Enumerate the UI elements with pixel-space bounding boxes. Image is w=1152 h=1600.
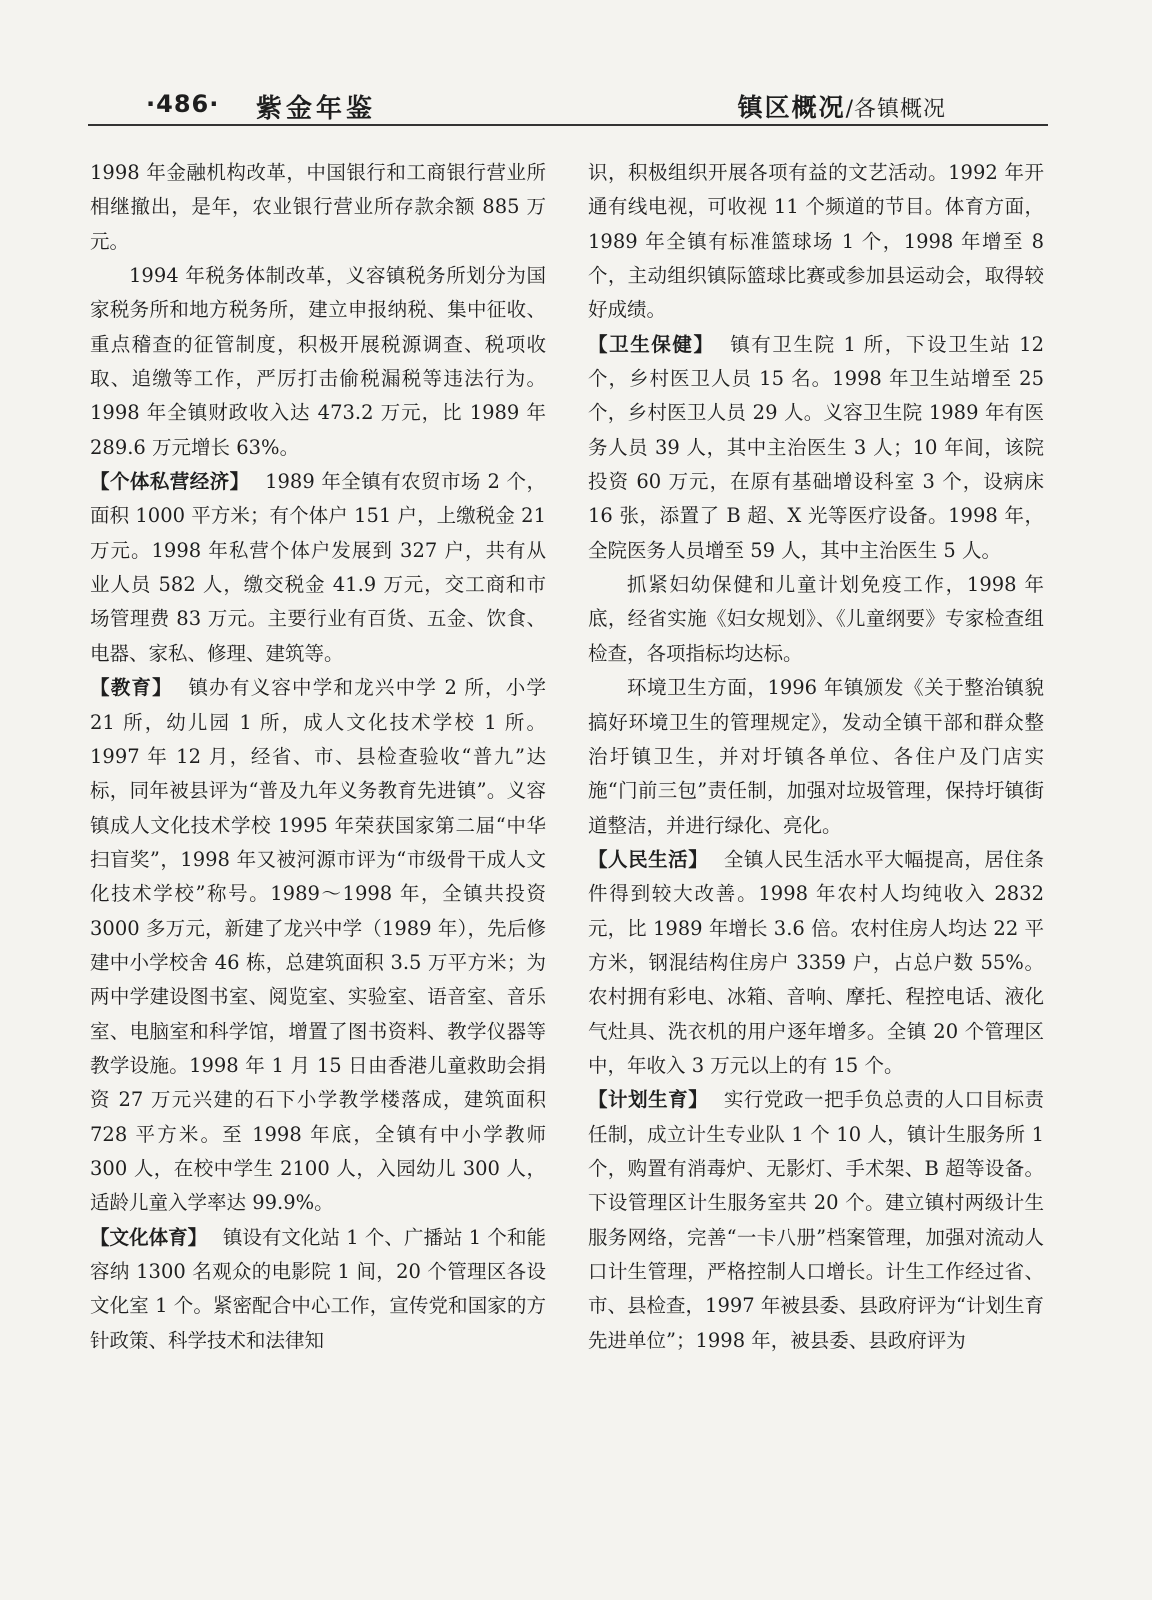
entry-heading: 【计划生育】 bbox=[588, 1088, 709, 1112]
entry-text: 实行党政一把手负总责的人口目标责任制，成立计生专业队 1 个 10 人，镇计生服务所 1 个，购置有消毒炉、无影灯、手术架、B 超等设备。下设管理区计生服务室共 20 个。建立镇村两级计生服务网络，完善“一卡八册”档案管理，加强对流动人口计生管理，严格控制人口增长。计生工作经过省、市、县检查，1997 年被县委、县政府评为“计划生育先进单位”；1998 年，被县委、县政府评为 bbox=[588, 1088, 1044, 1352]
entry-heading: 【教育】 bbox=[90, 676, 173, 700]
entry-education bbox=[90, 671, 546, 1221]
entry-heading: 【人民生活】 bbox=[588, 847, 709, 871]
paragraph-tax: 1994 年税务体制改革，义容镇税务所划分为国家税务所和地方税务所，建立申报纳税、集中征收、重点稽查的征管制度，积极开展税源调查、税项收取、追缴等工作，严厉打击偷税漏税等违法行为。1998 年全镇财政收入达 473.2 万元，比 1989 年 289.6 万元增长 63%。 bbox=[90, 264, 546, 459]
book-title: 紫金年鉴 bbox=[256, 94, 377, 124]
paragraph-finance: 1998 年金融机构改革，中国银行和工商银行营业所相继撤出，是年，农业银行营业所存款余额 885 万元。 bbox=[90, 161, 546, 253]
entry-heading: 【个体私营经济】 bbox=[90, 470, 250, 494]
right-column bbox=[588, 156, 1044, 1358]
entry-livelihood bbox=[588, 843, 1044, 1083]
page-number: ·486· bbox=[146, 90, 220, 118]
entry-heading: 【文化体育】 bbox=[90, 1225, 208, 1249]
left-column bbox=[90, 156, 546, 1358]
entry-text: 镇办有义容中学和龙兴中学 2 所，小学 21 所，幼儿园 1 所，成人文化技术学校 1 所。1997 年 12 月，经省、市、县检查验收“普九”达标，同年被县评为“普及九年义务教育先进镇”。义容镇成人文化技术学校 1995 年荣获国家第二届“中华扫盲奖”，1998 年又被河源市评为“市级骨干成人文化技术学校”称号。1989～1998 年，全镇共投资 3000 多万元，新建了龙兴中学（1989 年），先后修建中小学校舍 46 栋，总建筑面积 3.5 万平方米；为两中学建设图书室、阅览室、实验室、语音室、音乐室、电脑室和科学馆，增置了图书资料、教学仪器等教学设施。1998 年 1 月 15 日由香港儿童救助会捐资 27 万元兴建的石下小学教学楼落成，建筑面积 728 平方米。至 1998 年底，全镇有中小学教师 300 人，在校中学生 2100 人，入园幼儿 300 人，适龄儿童入学率达 99.9%。 bbox=[90, 676, 546, 1215]
entry-family-planning bbox=[588, 1083, 1044, 1358]
section-title bbox=[738, 88, 946, 124]
paragraph-maternal-child: 抓紧妇幼保健和儿童计划免疫工作，1998 年底，经省实施《妇女规划》、《儿童纲要》专家检查组检查，各项指标均达标。 bbox=[588, 573, 1044, 665]
paragraph-environment: 环境卫生方面，1996 年镇颁发《关于整治镇貌搞好环境卫生的管理规定》，发动全镇干部和群众整治圩镇卫生，并对圩镇各单位、各住户及门店实施“门前三包”责任制，加强对垃圾管理，保持圩镇街道整洁，并进行绿化、亮化。 bbox=[588, 676, 1044, 837]
entry-text: 镇设有文化站 1 个、广播站 1 个和能容纳 1300 名观众的电影院 1 间，20 个管理区各设文化室 1 个。紧密配合中心工作，宣传党和国家的方针政策、科学技术和法律知 bbox=[90, 1225, 546, 1352]
page-header bbox=[88, 84, 1048, 128]
entry-text: 全镇人民生活水平大幅提高，居住条件得到较大改善。1998 年农村人均纯收入 2832 元，比 1989 年增长 3.6 倍。农村住房人均达 22 平方米，钢混结构住房户 3359 户，占总户数 55%。农村拥有彩电、冰箱、音响、摩托、程控电话、液化气灶具、洗衣机的用户逐年增多。全镇 20 个管理区中，年收入 3 万元以上的有 15 个。 bbox=[588, 847, 1044, 1077]
paragraph-culture-continued: 识，积极组织开展各项有益的文艺活动。1992 年开通有线电视，可收视 11 个频道的节目。体育方面，1989 年全镇有标准篮球场 1 个，1998 年增至 8 个，主动组织镇际篮球比赛或参加县运动会，取得较好成绩。 bbox=[588, 161, 1044, 322]
entry-text: 1989 年全镇有农贸市场 2 个，面积 1000 平方米；有个体户 151 户，上缴税金 21 万元。1998 年私营个体户发展到 327 户，共有从业人员 582 人，缴交税金 41.9 万元，交工商和市场管理费 83 万元。主要行业有百货、五金、饮食、电器、家私、修理、建筑等。 bbox=[90, 470, 546, 665]
entry-culture-sports bbox=[90, 1221, 546, 1358]
header-rule bbox=[88, 124, 1048, 126]
entry-private-economy bbox=[90, 465, 546, 671]
entry-heading: 【卫生保健】 bbox=[588, 332, 715, 356]
section-main-label: 镇区概况 bbox=[737, 93, 846, 122]
entry-text: 镇有卫生院 1 所，下设卫生站 12 个，乡村医卫人员 15 名。1998 年卫生站增至 25 个，乡村医卫人员 29 人。义容卫生院 1989 年有医务人员 39 人，其中主治医生 3 人；10 年间，该院投资 60 万元，在原有基础增设科室 3 个，设病床 16 张，添置了 B 超、X 光等医疗设备。1998 年，全院医务人员增至 59 人，其中主治医生 5 人。 bbox=[588, 332, 1044, 562]
entry-health bbox=[588, 328, 1044, 568]
section-sub-label: /各镇概况 bbox=[845, 97, 946, 122]
